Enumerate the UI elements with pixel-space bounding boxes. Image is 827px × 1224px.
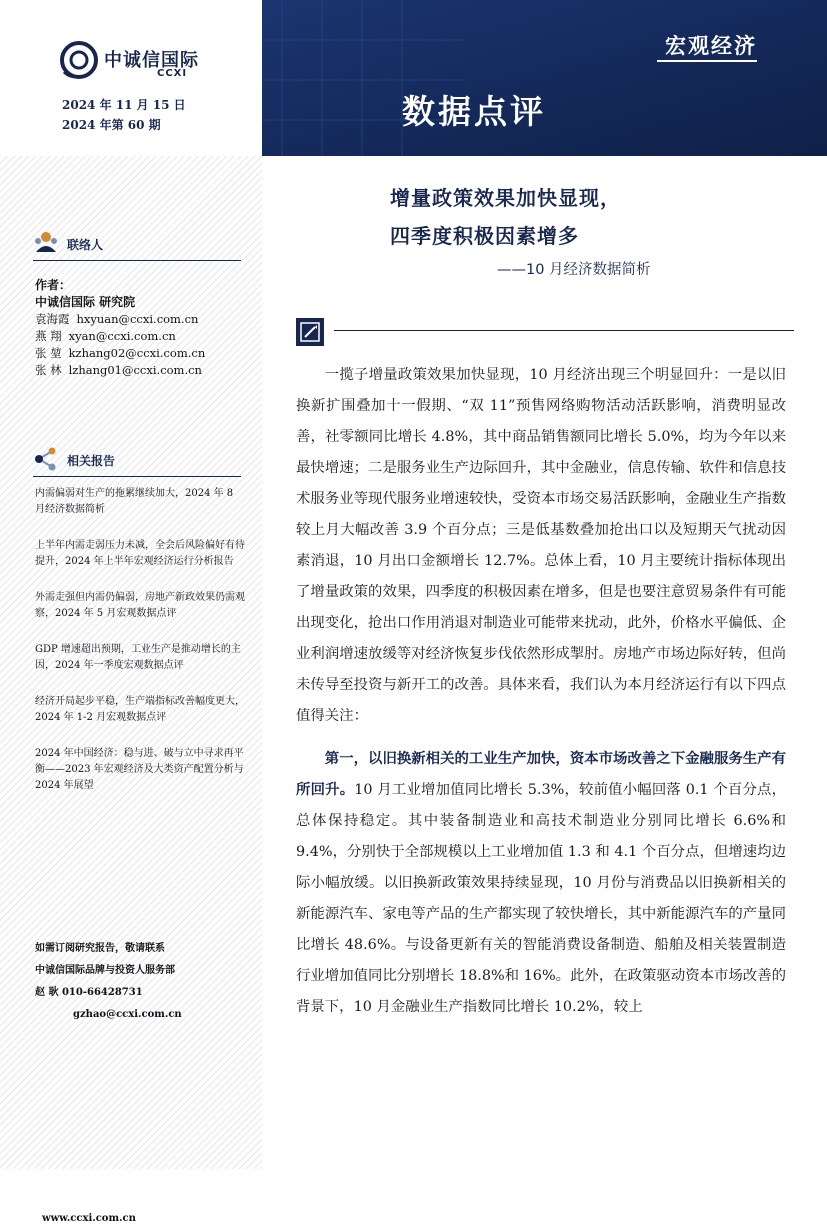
related-report-link[interactable]: 内需偏弱对生产的拖累继续加大，2024 年 8 月经济数据简析 xyxy=(35,488,234,515)
contact-label: 联络人 xyxy=(67,238,104,252)
related-report-link[interactable]: 外需走强但内需仍偏弱，房地产新政效果仍需观察，2024 年 5 月宏观数据点评 xyxy=(35,592,245,619)
author-name: 燕 翔 xyxy=(35,329,62,343)
author-email[interactable]: kzhang02@ccxi.com.cn xyxy=(68,346,206,360)
point-paragraph xyxy=(296,744,786,1023)
category-label: 宏观经济 xyxy=(665,34,757,58)
sidebar xyxy=(0,156,262,1224)
author-name: 张 林 xyxy=(35,363,62,377)
related-report-link[interactable]: 经济开局起步平稳，生产端指标改善幅度更大，2024 年 1-2 月宏观数据点评 xyxy=(35,696,245,723)
contact-section-header xyxy=(33,230,241,260)
issue-date: 2024 年 11 月 15 日 xyxy=(62,98,186,112)
section-divider xyxy=(33,476,241,477)
author-email[interactable]: lzhang01@ccxi.com.cn xyxy=(68,363,202,377)
related-report-link[interactable]: GDP 增速超出预期，工业生产是推动增长的主因，2024 年一季度宏观数据点评 xyxy=(35,644,241,671)
related-report-link[interactable]: 上半年内需走弱压力未减，全会后风险偏好有待提升，2024 年上半年宏观经济运行分析报告 xyxy=(35,540,245,567)
report-title-line2: 四季度积极因素增多 xyxy=(390,224,579,248)
people-icon xyxy=(33,230,59,256)
author-entry xyxy=(35,328,250,345)
subscribe-block xyxy=(35,938,250,1026)
related-section-header xyxy=(33,446,241,476)
issue-number: 2024 年第 60 期 xyxy=(62,118,161,132)
point-body: 10 月工业增加值同比增长 5.3%，较前值小幅回落 0.1 个百分点，总体保持稳定。其中装备制造业和高技术制造业分别同比增长 6.6%和 9.4%，分别快于全部规模以上工业增加值 1.3 和 4.1 个百分点，但增速均边际小幅放缓。以旧换新政策效果持续显现，10 月份与消费品以旧换新相关的新能源汽车、家电等产品的生产都实现了较快增长，其中新能源汽车的产量同比增长 48.6%。与设备更新有关的智能消费设备制造、船舶及相关装置制造行业增加值同比分别增长 18.8%和 16%。此外，在政策驱动资本市场改善的背景下，10 月金融业生产指数同比增长 10.2%，较上 xyxy=(296,782,786,1015)
author-label: 作者： xyxy=(35,278,72,292)
author-entry xyxy=(35,362,250,379)
section-divider xyxy=(33,260,241,261)
ccxi-logo-icon xyxy=(56,40,102,80)
point-heading: 第一，以旧换新相关的工业生产加快，资本市场改善之下金融服务生产有所回升。 xyxy=(296,751,786,798)
logo-text-en: CCXI xyxy=(157,68,188,79)
category-underline xyxy=(657,60,757,62)
report-type-title: 数据点评 xyxy=(402,92,546,131)
report-title-line1: 增量政策效果加快显现， xyxy=(390,186,621,210)
author-name: 袁海霞 xyxy=(35,312,70,326)
body-text xyxy=(296,360,786,1023)
author-email[interactable]: hxyuan@ccxi.com.cn xyxy=(76,312,199,326)
author-entry xyxy=(35,345,250,362)
author-entry xyxy=(35,311,250,328)
report-subtitle: ——10 月经济数据简析 xyxy=(497,262,651,278)
subscribe-line: 如需订阅研究报告，敬请联系 xyxy=(35,943,165,954)
related-report-list xyxy=(35,486,245,814)
subscribe-contact: 赵 耿 010-66428731 xyxy=(35,987,143,998)
share-network-icon xyxy=(33,446,59,472)
author-org: 中诚信国际 研究院 xyxy=(35,295,136,309)
subscribe-email[interactable]: gzhao@ccxi.com.cn xyxy=(73,1009,182,1020)
logo-text: 中诚信国际 xyxy=(104,50,199,71)
author-name: 张 堃 xyxy=(35,346,62,360)
website-link[interactable]: www.ccxi.com.cn xyxy=(42,1213,136,1224)
author-email[interactable]: xyan@ccxi.com.cn xyxy=(68,329,176,343)
related-report-link[interactable]: 2024 年中国经济：稳与进、破与立中寻求再平衡——2023 年宏观经济及大类资产配置分析与 2024 年展望 xyxy=(35,748,244,791)
subscribe-dept: 中诚信国际品牌与投资人服务部 xyxy=(35,965,175,976)
related-label: 相关报告 xyxy=(67,454,116,468)
author-block xyxy=(35,277,250,379)
pen-note-icon xyxy=(296,318,324,346)
summary-paragraph: 一揽子增量政策效果加快显现，10 月经济出现三个明显回升：一是以旧换新扩围叠加十一假期、“双 11”预售网络购物活动活跃影响，消费明显改善，社零额同比增长 4.8%，其中商品销售额同比增长 5.0%，均为今年以来最快增速；二是服务业生产边际回升，其中金融业，信息传输、软件和信息技术服务业等现代服务业增速较快，受资本市场交易活跃影响，金融业生产指数较上月大幅改善 3.9 个百分点；三是低基数叠加抢出口以及短期天气扰动因素消退，10 月出口金额增长 12.7%。总体上看，10 月主要统计指标体现出了增量政策的效果，四季度的积极因素在增多，但是也要注意贸易条件有可能出现变化，抢出口作用消退对制造业可能带来扰动，此外，价格水平偏低、企业利润增速放缓等对经济恢复步伐依然形成掣肘。房地产市场边际好转，但尚未传导至投资与新开工的改善。具体来看，我们认为本月经济运行有以下四点值得关注： xyxy=(296,367,786,724)
header-left xyxy=(0,0,262,156)
header-banner xyxy=(262,0,827,156)
summary-divider xyxy=(334,330,794,331)
